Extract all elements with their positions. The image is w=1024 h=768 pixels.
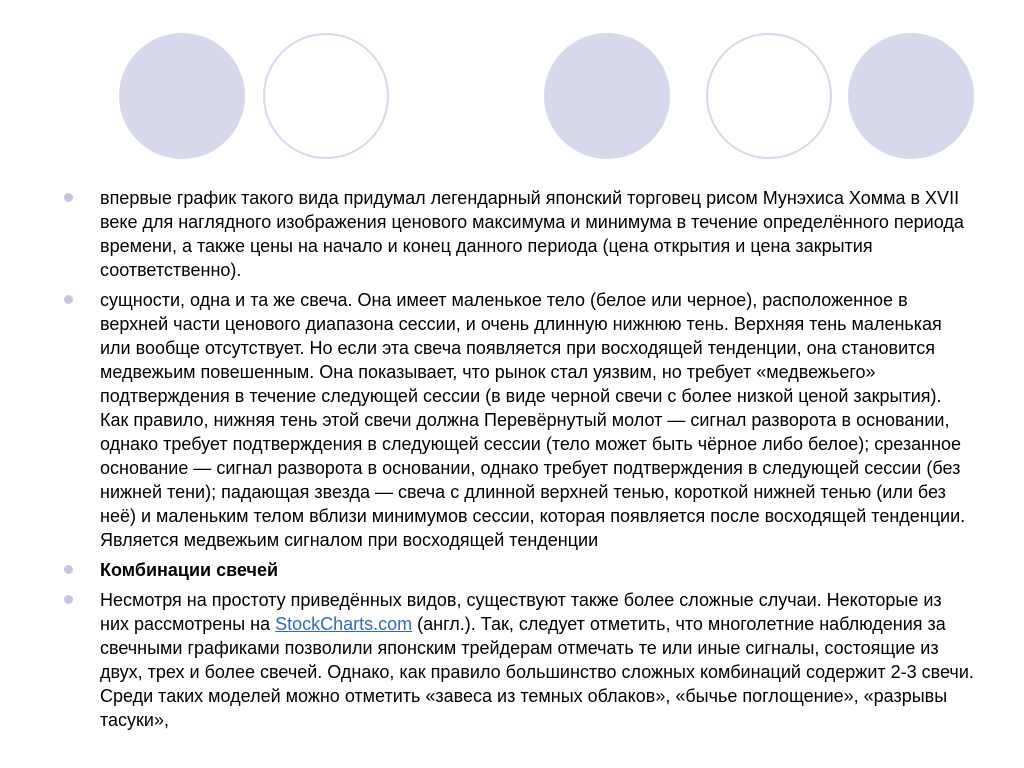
bullet-list bbox=[0, 186, 1024, 732]
bullet-icon bbox=[64, 565, 73, 574]
decorative-circle-outline bbox=[263, 33, 389, 159]
bullet-icon bbox=[64, 193, 73, 202]
stockcharts-link[interactable]: StockCharts.com bbox=[275, 614, 413, 634]
section-heading: Комбинации свечей bbox=[100, 560, 279, 580]
bullet-icon bbox=[64, 295, 73, 304]
bullet-text: сущности, одна и та же свеча. Она имеет маленькое тело (белое или черное), расположенное в верхней части ценового диапазона сессии, и очень длинную нижнюю тень. Верхняя тень маленькая или вообще отсутствует. Но если эта свеча появляется при восходящей тенденции, она становится медвежьим повешенным. Она показывает, что рынок стал уязвим, но требует «медвежьего» подтверждения в течение следующей сессии (в виде черной свечи с более низкой ценой закрытия). Как правило, нижняя тень этой свечи должна Перевёрнутый молот — сигнал разворота в основании, однако требует подтверждения в следующей сессии (тело может быть чёрное либо белое); срезанное основание — сигнал разворота в основании, однако требует подтверждения в следующей сессии (без нижней тени); падающая звезда — свеча с длинной верхней тенью, короткой нижней тенью (или без неё) и маленьким телом вблизи минимумов сессии, которая появляется после восходящей тенденции. Является медвежьим сигналом при восходящей тенденции bbox=[100, 290, 966, 550]
decorative-circle-outline bbox=[706, 33, 832, 159]
bullet-text: впервые график такого вида придумал легендарный японский торговец рисом Мунэхиса Хомма в XVII веке для наглядного изображения ценового максимума и минимума в течение определённого периода времени, а также цены на начало и конец данного периода (цена открытия и цена закрытия соответственно). bbox=[100, 188, 964, 280]
bullet-item-complex-patterns bbox=[0, 588, 1024, 732]
bullet-item-combinations-heading bbox=[0, 558, 1024, 582]
bullet-text bbox=[100, 588, 974, 732]
text-before-link: Несмотря на простоту приведённых видов, существуют также более сложные случаи. Некоторые из них рассмотрены на bbox=[100, 590, 942, 634]
text-after-link: (англ.). Так, следует отметить, что многолетние наблюдения за свечными графиками позволили японским трейдерам отмечать те или иные сигналы, состоящие из двух, трех и более свечей. Однако, как правило большинство сложных комбинаций содержит 2-3 свечи. Среди таких моделей можно отметить «завеса из темных облаков», «бычье поглощение», «разрывы тасуки», bbox=[100, 614, 974, 730]
bullet-item-history bbox=[0, 186, 1024, 282]
decorative-circle-filled bbox=[119, 33, 245, 159]
decorative-circle-filled bbox=[544, 33, 670, 159]
bullet-item-candle-types bbox=[0, 288, 1024, 552]
slide-content bbox=[0, 186, 1024, 738]
bullet-icon bbox=[64, 595, 73, 604]
decorative-circle-filled bbox=[848, 33, 974, 159]
